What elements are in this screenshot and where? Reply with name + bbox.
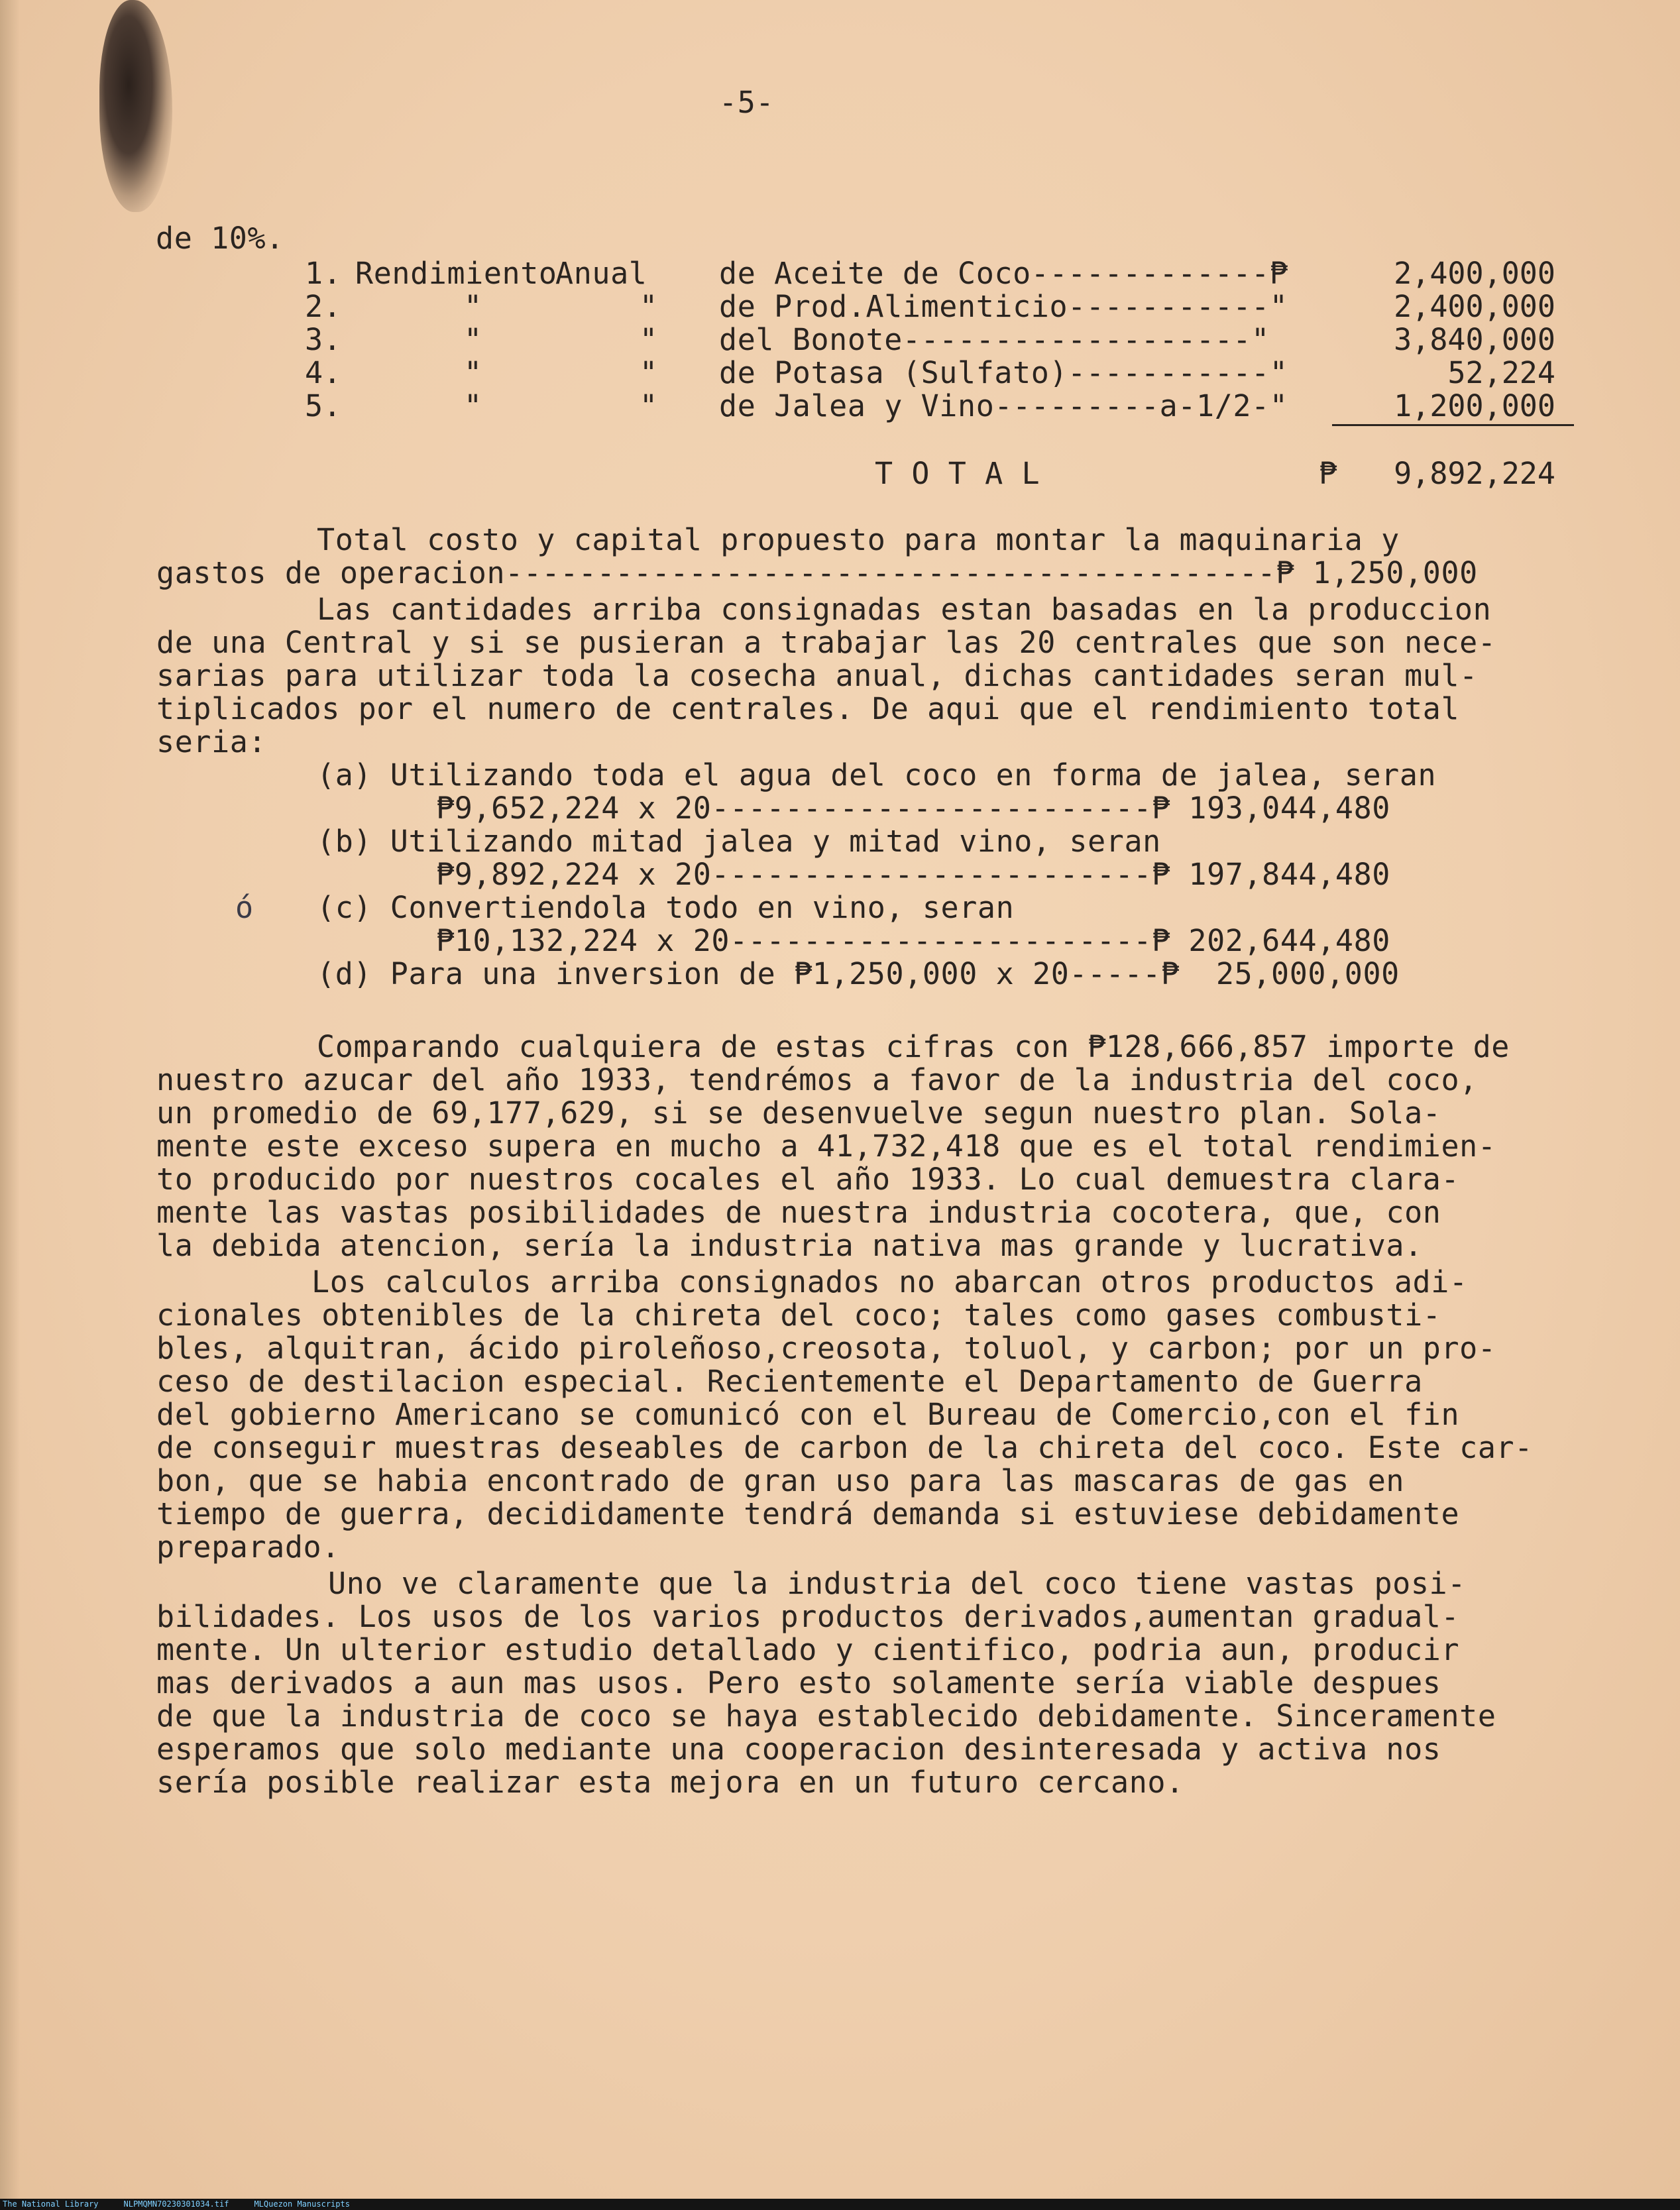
para3-line-1: Los calculos arriba consignados no abarcan otros productos adi- xyxy=(311,1264,1468,1299)
para1-line-5: seria: xyxy=(156,724,267,759)
para3-line-3: bles, alquitran, ácido piroleñoso,creosota, toluol, y carbon; por un pro- xyxy=(156,1331,1496,1366)
table-row-4-number: 4. xyxy=(305,355,342,390)
table-row-1-number: 1. xyxy=(305,256,342,291)
para2-line-3: un promedio de 69,177,629, si se desenvuelve segun nuestro plan. Sola- xyxy=(156,1095,1441,1131)
sum-underline xyxy=(1332,424,1574,426)
table-row-1-label-b: Anual xyxy=(555,256,647,291)
option-a-label: (a) Utilizando toda el agua del coco en forma de jalea, seran xyxy=(317,757,1437,793)
para2-line-4: mente este exceso supera en mucho a 41,732,418 que es el total rendimien- xyxy=(156,1129,1496,1164)
table-row-3-item: del Bonote-------------------" xyxy=(719,322,1270,357)
option-a-calc: ₱9,652,224 x 20------------------------₱ 193,044,480 xyxy=(436,791,1390,826)
para1-line-3: sarias para utilizar toda la cosecha anual, dichas cantidades seran mul- xyxy=(156,658,1478,693)
para3-line-9: preparado. xyxy=(156,1529,340,1565)
footer-file: NLPMQMN70230301034.tif xyxy=(123,2199,229,2209)
table-row-5-item: de Jalea y Vino---------a-1/2-" xyxy=(719,388,1288,423)
intro-text: de 10%. xyxy=(156,221,284,256)
page-edge-shadow xyxy=(0,0,20,2199)
table-row-5-amount: 1,200,000 xyxy=(1394,388,1555,423)
table-row-4-label-a: " xyxy=(464,355,482,390)
para4-line-5: de que la industria de coco se haya establecido debidamente. Sinceramente xyxy=(156,1698,1496,1734)
total-label: T O T A L xyxy=(875,456,1040,491)
para1-line-1: Las cantidades arriba consignadas estan basadas en la produccion xyxy=(317,592,1492,627)
para1-line-2: de una Central y si se pusieran a trabajar las 20 centrales que son nece- xyxy=(156,625,1496,660)
table-row-3-amount: 3,840,000 xyxy=(1394,322,1555,357)
table-row-3-number: 3. xyxy=(305,322,342,357)
para3-line-8: tiempo de guerra, decididamente tendrá demanda si estuviese debidamente xyxy=(156,1496,1460,1531)
footer-library: The National Library xyxy=(3,2199,99,2209)
table-row-4-item: de Potasa (Sulfato)-----------" xyxy=(719,355,1288,390)
table-row-1-label-a: Rendimiento xyxy=(355,256,557,291)
para4-line-7: sería posible realizar esta mejora en un futuro cercano. xyxy=(156,1765,1184,1800)
footer-collection: MLQuezon Manuscripts xyxy=(254,2199,350,2209)
total-currency: ₱ xyxy=(1319,456,1337,491)
para2-line-2: nuestro azucar del año 1933, tendrémos a favor de la industria del coco, xyxy=(156,1062,1478,1097)
page-number: -5- xyxy=(719,85,775,120)
table-row-3-label-b: " xyxy=(640,322,658,357)
table-row-1-amount: 2,400,000 xyxy=(1394,256,1555,291)
table-row-2-label-b: " xyxy=(640,289,658,324)
para4-line-4: mas derivados a aun mas usos. Pero esto solamente sería viable despues xyxy=(156,1665,1441,1700)
burn-stain xyxy=(99,0,172,212)
table-row-4-amount: 52,224 xyxy=(1447,355,1555,390)
table-row-2-item: de Prod.Alimenticio-----------" xyxy=(719,289,1288,324)
para3-line-7: bon, que se habia encontrado de gran uso para las mascaras de gas en xyxy=(156,1463,1405,1498)
total-amount: 9,892,224 xyxy=(1394,456,1555,491)
table-row-2-amount: 2,400,000 xyxy=(1394,289,1555,324)
cost-line-2: gastos de operacion------------------------------------------₱ 1,250,000 xyxy=(156,555,1478,590)
margin-note-o: ó xyxy=(235,890,254,925)
para3-line-6: de conseguir muestras deseables de carbon de la chireta del coco. Este car- xyxy=(156,1430,1533,1465)
table-row-4-label-b: " xyxy=(640,355,658,390)
para3-line-2: cionales obtenibles de la chireta del coco; tales como gases combusti- xyxy=(156,1298,1441,1333)
table-row-1-item: de Aceite de Coco-------------₱ xyxy=(719,256,1288,291)
para2-line-1: Comparando cualquiera de estas cifras con ₱128,666,857 importe de xyxy=(317,1029,1510,1064)
para4-line-3: mente. Un ulterior estudio detallado y cientifico, podria aun, producir xyxy=(156,1632,1460,1667)
para1-line-4: tiplicados por el numero de centrales. De aqui que el rendimiento total xyxy=(156,691,1460,726)
table-row-2-label-a: " xyxy=(464,289,482,324)
cost-line-1: Total costo y capital propuesto para montar la maquinaria y xyxy=(317,522,1400,557)
option-b-label: (b) Utilizando mitad jalea y mitad vino, seran xyxy=(317,824,1161,859)
para4-line-2: bilidades. Los usos de los varios productos derivados,aumentan gradual- xyxy=(156,1599,1460,1634)
para3-line-5: del gobierno Americano se comunicó con el Bureau de Comercio,con el fin xyxy=(156,1397,1460,1432)
para2-line-5: to producido por nuestros cocales el año 1933. Lo cual demuestra clara- xyxy=(156,1162,1460,1197)
table-row-3-label-a: " xyxy=(464,322,482,357)
table-row-5-label-a: " xyxy=(464,388,482,423)
table-row-2-number: 2. xyxy=(305,289,342,324)
para4-line-6: esperamos que solo mediante una cooperacion desinteresada y activa nos xyxy=(156,1732,1441,1767)
para2-line-7: la debida atencion, sería la industria nativa mas grande y lucrativa. xyxy=(156,1228,1423,1263)
scan-footer xyxy=(0,2199,1680,2210)
table-row-5-number: 5. xyxy=(305,388,342,423)
para2-line-6: mente las vastas posibilidades de nuestra industria cocotera, que, con xyxy=(156,1195,1441,1230)
option-b-calc: ₱9,892,224 x 20------------------------₱ 197,844,480 xyxy=(436,857,1390,892)
para4-line-1: Uno ve claramente que la industria del coco tiene vastas posi- xyxy=(328,1566,1466,1601)
option-c-label: (c) Convertiendola todo en vino, seran xyxy=(317,890,1015,925)
option-d-label: (d) Para una inversion de ₱1,250,000 x 20-----₱ 25,000,000 xyxy=(317,956,1400,991)
option-c-calc: ₱10,132,224 x 20-----------------------₱ 202,644,480 xyxy=(436,923,1390,958)
para3-line-4: ceso de destilacion especial. Recientemente el Departamento de Guerra xyxy=(156,1364,1423,1399)
table-row-5-label-b: " xyxy=(640,388,658,423)
